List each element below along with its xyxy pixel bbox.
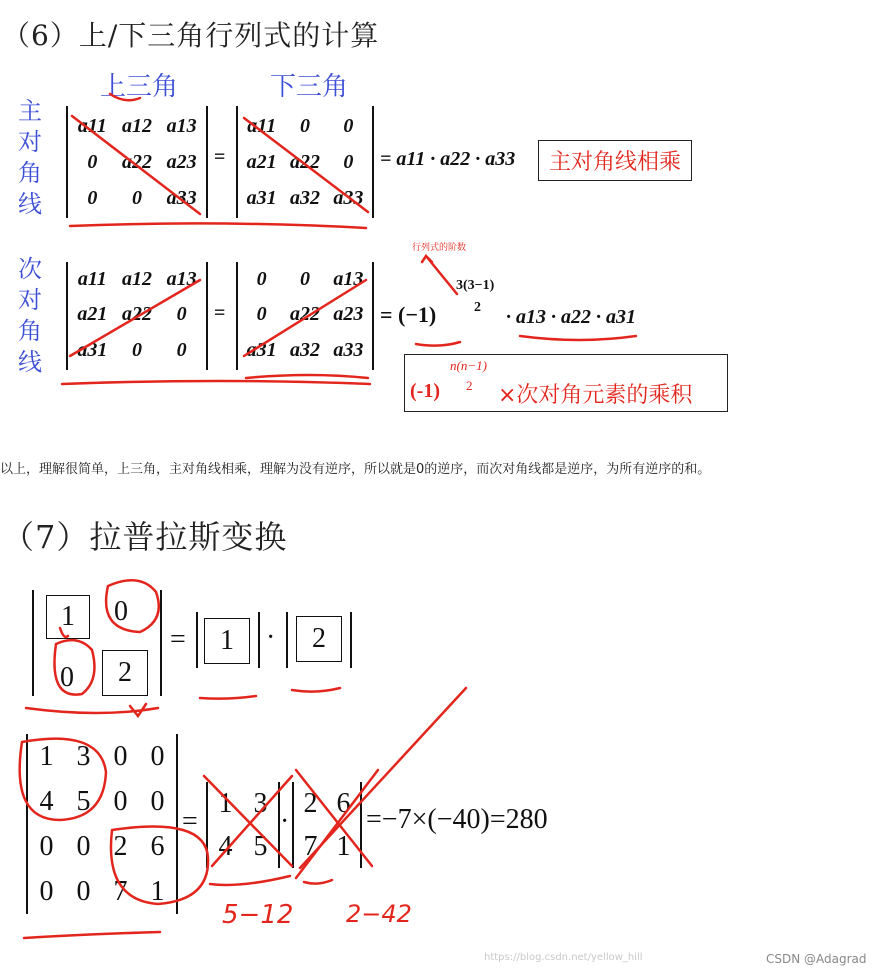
main-diag-char-4: 线 [18,190,42,218]
section-6-heading: （6）上/下三角行列式的计算 [2,19,380,52]
main-diag-char-3: 角 [18,159,42,187]
anti-diag-char-1: 次 [18,255,42,283]
exponent-denominator: 2 [474,300,481,315]
matrix-cell: 3 [76,740,91,772]
upper-triangle-label: 上三角 [100,72,179,102]
matrix-cell: 0 [256,303,267,326]
matrix-cell: 0 [39,875,54,907]
matrix-cell: 1 [218,787,233,819]
block-entry-0-top: 0 [114,596,128,627]
matrix-cell: 5 [253,830,268,862]
equals-sign: = [182,806,198,837]
matrix-cell: 0 [299,268,310,291]
anti-result-base: = (−1) [380,302,437,327]
multiply-dot: · [266,622,276,653]
matrix-cell: a12 [121,268,152,291]
matrix-cell: 7 [303,830,318,862]
matrix-cell: a22 [121,303,152,326]
anti-diag-char-4: 线 [18,348,42,376]
block-entry-2: 2 [102,650,148,696]
main-diagonal-result: = a11 · a22 · a33 [380,148,516,170]
anti-box-text: ×次对角元素的乘积 [498,383,693,408]
matrix-cell: a33 [333,338,364,361]
matrix-cell: 0 [87,150,98,173]
explanation-text: 以上，理解很简单，上三角，主对角线相乘，理解为没有逆序，所以就是0的逆序，而次对角线都是逆序，为所有逆序的和。 [0,462,711,477]
multiply-dot: · [280,806,290,837]
matrix-cell: a33 [166,186,197,209]
matrix-cell: 0 [76,830,91,862]
matrix-cell: 0 [76,875,91,907]
matrix-cell: 0 [343,114,354,137]
matrix-cell: a31 [246,338,277,361]
matrix-cell: a32 [289,186,320,209]
matrix-cell: 0 [39,830,54,862]
matrix-cell: 0 [343,150,354,173]
matrix-cell: 1 [336,830,351,862]
matrix-cell: 0 [131,186,142,209]
handwritten-right: 2−42 [346,900,412,928]
rhs-box-2: 2 [296,616,342,662]
block-entry-0-bottom: 0 [60,662,74,693]
anti-box-base: (-1) [410,380,440,402]
laplace-result: =−7×(−40)=280 [366,804,548,835]
matrix-cell: 7 [113,875,128,907]
order-annotation: 行列式的阶数 [412,243,467,253]
matrix-cell: 0 [176,303,187,326]
anti-result-tail: · a13 · a22 · a31 [506,306,636,328]
matrix-cell: 3 [253,787,268,819]
matrix-cell: 6 [150,830,165,862]
matrix-cell: 0 [113,740,128,772]
matrix-cell: 1 [39,740,54,772]
matrix-cell: 4 [218,830,233,862]
matrix-cell: 4 [39,785,54,817]
main-diag-char-2: 对 [18,128,42,156]
main-diag-char-1: 主 [18,97,42,125]
footer-credit: CSDN @Adagrad [766,952,867,966]
matrix-cell: 0 [150,740,165,772]
matrix-cell: 0 [256,268,267,291]
lower-triangle-label: 下三角 [270,72,349,102]
equals-sign: = [214,146,226,168]
matrix-cell: a11 [77,114,107,137]
matrix-cell: a13 [166,268,197,291]
matrix-cell: 0 [113,785,128,817]
matrix-cell: a11 [77,268,107,291]
matrix-cell: 5 [76,785,91,817]
matrix-cell: 2 [303,787,318,819]
matrix-cell: a33 [333,186,364,209]
matrix-cell: a31 [77,338,108,361]
matrix-cell: a22 [289,150,320,173]
matrix-cell: 2 [113,830,128,862]
anti-diag-char-2: 对 [18,286,42,314]
matrix-cell: a23 [166,150,197,173]
equals-sign: = [170,624,186,655]
matrix-cell: a21 [77,303,108,326]
anti-box-exponent-den: 2 [466,378,473,393]
matrix-cell: 0 [131,338,142,361]
handwritten-left: 5−12 [222,900,294,930]
rhs-box-1: 1 [204,618,250,664]
matrix-cell: a12 [121,114,152,137]
section-7-heading: （7）拉普拉斯变换 [2,518,288,556]
main-diagonal-box: 主对角线相乘 [538,140,692,181]
block-entry-1: 1 [46,595,90,639]
matrix-cell: a23 [333,303,364,326]
matrix-cell: a11 [247,114,277,137]
matrix-cell: 1 [150,875,165,907]
matrix-cell: 0 [176,338,187,361]
matrix-cell: a22 [289,303,320,326]
matrix-cell: a21 [246,150,277,173]
matrix-cell: a22 [121,150,152,173]
anti-diag-char-3: 角 [18,317,42,345]
equals-sign: = [214,302,226,324]
exponent-numerator: 3(3−1) [456,278,495,293]
matrix-cell: a13 [166,114,197,137]
matrix-cell: 0 [299,114,310,137]
matrix-cell: a32 [289,338,320,361]
matrix-cell: 6 [336,787,351,819]
matrix-cell: 0 [150,785,165,817]
anti-box-exponent: n(n−1) [450,358,487,373]
matrix-cell: a13 [333,268,364,291]
matrix-cell: a31 [246,186,277,209]
matrix-cell: 0 [87,186,98,209]
watermark: https://blog.csdn.net/yellow_hill [484,952,643,963]
